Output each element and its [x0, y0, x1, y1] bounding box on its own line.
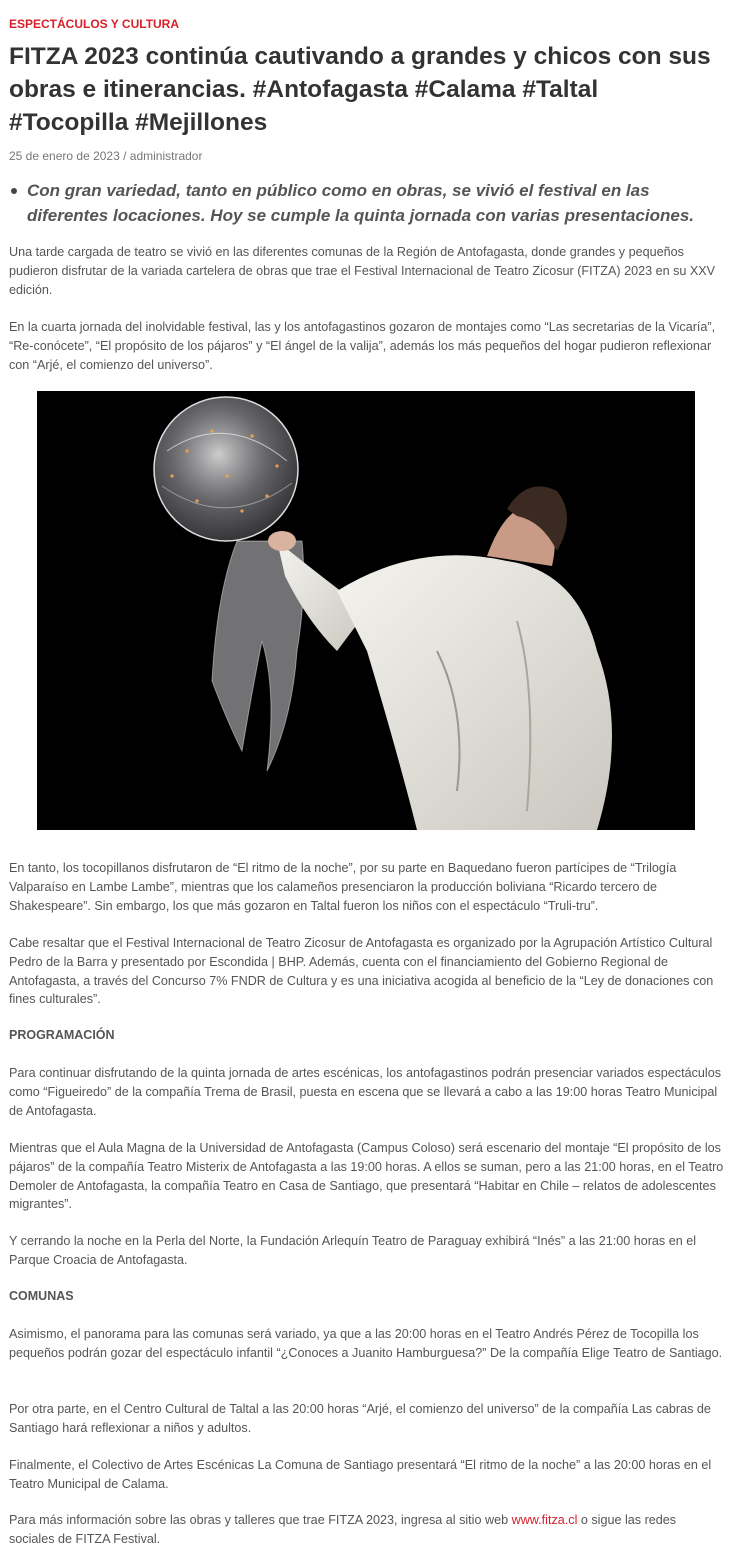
- paragraph: Mientras que el Aula Magna de la Universidad de Antofagasta (Campus Coloso) será escenario del montaje “El propósito de los pájaros” de la compañía Teatro Misterix de Antofagasta a las 19:00 horas. A ellos se suman, pero a las 21:00 horas, en el Teatro Demoler de Antofagasta, la compañía Teatro en Casa de Santiago, que presentará “Habitar en Chile – relatos de adolescentes migrantes”.: [9, 1141, 724, 1212]
- lead-text: Con gran variedad, tanto en público como en obras, se vivió el festival en las diferentes locaciones. Hoy se cumple la quinta jornada con varias presentaciones.: [27, 181, 695, 225]
- heading-programacion: PROGRAMACIÓN: [9, 1028, 115, 1042]
- category-link[interactable]: ESPECTÁCULOS Y CULTURA: [9, 17, 180, 31]
- bullet-icon: [11, 188, 17, 194]
- article-author[interactable]: administrador: [129, 149, 203, 163]
- paragraph: Por otra parte, en el Centro Cultural de Taltal a las 20:00 horas “Arjé, el comienzo del universo” de la compañía Las cabras de Santiago hará reflexionar a niños y adultos.: [9, 1402, 711, 1435]
- meta-separator: /: [119, 149, 130, 163]
- paragraph: En tanto, los tocopillanos disfrutaron de “El ritmo de la noche”, por su parte en Baquedano fueron partícipes de “Trilogía Valparaíso en Lambe Lambe”, mientras que los calameños presenciaron la producción boliviana “Ricardo tercero de Shakespeare”. Sin embargo, los que más gozaron en Taltal fueron los niños con el espectáculo “Truli-tru”.: [9, 861, 677, 913]
- paragraph: En la cuarta jornada del inolvidable festival, las y los antofagastinos gozaron de montajes como “Las secretarias de la Vicaría”, “Re-conócete”, “El propósito de los pájaros” y “El ángel de la valija”, además los más pequeños del hogar pudieron reflexionar con “Arjé, el comienzo del universo”.: [9, 320, 716, 372]
- paragraph: Asimismo, el panorama para las comunas será variado, ya que a las 20:00 horas en el Teatro Andrés Pérez de Tocopilla los pequeños podrán gozar del espectáculo infantil “¿Conoces a Juanito Hamburguesa?” De la compañía Elige Teatro de Santiago.: [9, 1327, 723, 1360]
- lead-list: [9, 178, 724, 228]
- paragraph: Una tarde cargada de teatro se vivió en las diferentes comunas de la Región de Antofagasta, donde grandes y pequeños pudieron disfrutar de la variada cartelera de obras que trae el Festival Internacional de Teatro Zicosur (FITZA) 2023 en su XXV edición.: [9, 245, 716, 297]
- article-meta: [9, 149, 202, 163]
- article-title: FITZA 2023 continúa cautivando a grandes y chicos con sus obras e itinerancias. #Antofagasta #Calama #Taltal #Tocopilla #Mejillones: [9, 43, 711, 136]
- closing-text-after: o sigue las redes sociales de FITZA Festival.: [9, 1513, 677, 1546]
- heading-comunas: COMUNAS: [9, 1289, 74, 1303]
- closing-text-before: Para más información sobre las obras y talleres que trae FITZA 2023, ingresa al sitio web: [9, 1513, 512, 1527]
- article-date[interactable]: 25 de enero de 2023: [9, 149, 120, 163]
- closing-paragraph: [9, 1511, 724, 1549]
- fitza-website-link[interactable]: www.fitza.cl: [511, 1513, 578, 1527]
- paragraph: Para continuar disfrutando de la quinta jornada de artes escénicas, los antofagastinos podrán presenciar variados espectáculos como “Figueiredo” de la compañía Trema de Brasil, puesta en escena que se llevará a cabo a las 19:00 horas Teatro Municipal de Antofagasta.: [9, 1066, 721, 1118]
- paragraph: Finalmente, el Colectivo de Artes Escénicas La Comuna de Santiago presentará “El ritmo de la noche” a las 20:00 horas en el Teatro Municipal de Calama.: [9, 1458, 712, 1491]
- paragraph: Y cerrando la noche en la Perla del Norte, la Fundación Arlequín Teatro de Paraguay exhibirá “Inés” a las 21:00 horas en el Parque Croacia de Antofagasta.: [9, 1234, 697, 1267]
- photo-illustration: [37, 391, 695, 830]
- paragraph: Cabe resaltar que el Festival Internacional de Teatro Zicosur de Antofagasta es organizado por la Agrupación Artístico Cultural Pedro de la Barra y presentado por Escondida | BHP. Además, cuenta con el financiamiento del Gobierno Regional de Antofagasta, a través del Concurso 7% FNDR de Cultura y es una iniciativa acogida al beneficio de la “Ley de donaciones con fines culturales”.: [9, 936, 714, 1007]
- lead-item: [9, 178, 724, 228]
- article-photo: [37, 391, 695, 830]
